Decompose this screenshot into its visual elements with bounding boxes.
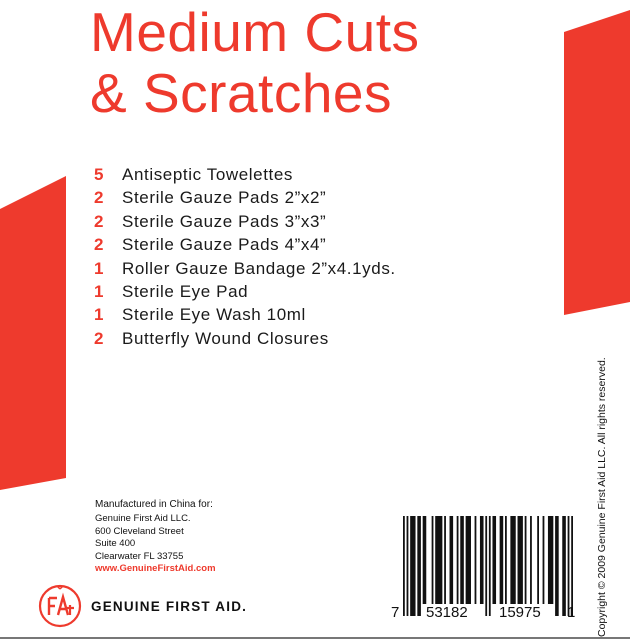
barcode-right-group: 15975 [499, 604, 541, 621]
item-quantity: 5 [94, 165, 105, 184]
list-item [94, 303, 396, 326]
barcode-bar [475, 516, 477, 604]
barcode-bar [543, 516, 545, 604]
website-link[interactable]: www.GenuineFirstAid.com [95, 563, 216, 575]
bottom-divider [0, 637, 630, 639]
item-quantity: 2 [94, 188, 105, 208]
barcode-left-group: 53182 [426, 604, 468, 621]
street-address: 600 Cleveland Street [95, 525, 184, 537]
item-quantity: 2 [94, 211, 105, 231]
barcode-bar [537, 516, 539, 604]
right-red-stripe [564, 10, 630, 315]
list-item [94, 163, 396, 186]
item-description: Sterile Gauze Pads 3”x3” [122, 211, 327, 231]
barcode-bar [432, 516, 434, 604]
city-address: Clearwater FL 33755 [95, 550, 184, 562]
barcode-bars [403, 516, 573, 616]
item-quantity: 1 [94, 258, 105, 278]
barcode-bar [457, 516, 459, 604]
item-description: Sterile Eye Pad [122, 281, 249, 301]
barcode-bar [505, 516, 507, 604]
barcode-bar [562, 516, 566, 616]
item-description: Antiseptic Towelettes [122, 165, 294, 184]
item-description: Butterfly Wound Closures [122, 328, 329, 348]
manufacturer-info [95, 499, 216, 575]
barcode-bar [466, 516, 471, 604]
title-line-1: Medium Cuts [90, 1, 420, 63]
kit-contents-list [94, 163, 396, 350]
product-title [90, 2, 419, 124]
item-description: Sterile Gauze Pads 4”x4” [122, 235, 327, 255]
barcode-bar [500, 516, 504, 604]
barcode-bar [444, 516, 446, 604]
barcode-bar [571, 516, 573, 616]
barcode-bar [510, 516, 515, 604]
left-red-stripe [0, 176, 66, 490]
brand-name: GENUINE FIRST AID. [91, 598, 248, 614]
barcode-bar [460, 516, 464, 604]
list-item [94, 280, 396, 303]
item-description: Sterile Gauze Pads 2”x2” [122, 188, 327, 208]
barcode-bar [423, 516, 427, 604]
barcode-bar [450, 516, 454, 604]
list-item [94, 186, 396, 209]
barcode-bar [525, 516, 527, 604]
copyright-notice: Copyright © 2009 Genuine First Aid LLC. All rights reserved. [596, 357, 608, 637]
suite-address: Suite 400 [95, 538, 136, 550]
manufacturer-heading: Manufactured in China for: [95, 499, 213, 510]
barcode-bar [435, 516, 442, 604]
item-description: Sterile Eye Wash 10ml [122, 305, 306, 325]
barcode-bar [417, 516, 421, 616]
item-quantity: 1 [94, 281, 105, 301]
item-quantity: 2 [94, 235, 105, 255]
barcode-bar [485, 516, 487, 616]
list-item [94, 233, 396, 256]
brand-block [37, 583, 247, 629]
list-item [94, 210, 396, 233]
barcode-bar [489, 516, 491, 616]
item-quantity: 2 [94, 328, 105, 348]
item-description: Roller Gauze Bandage 2”x4.1yds. [122, 258, 396, 278]
upc-barcode [391, 514, 576, 634]
barcode-bar [480, 516, 484, 604]
barcode-bar [548, 516, 553, 604]
barcode-bar [403, 516, 405, 616]
barcode-bar [492, 516, 496, 604]
list-item [94, 257, 396, 280]
barcode-bar [410, 516, 415, 616]
barcode-bar [530, 516, 532, 604]
item-quantity: 1 [94, 305, 105, 325]
barcode-bar [518, 516, 523, 604]
list-item [94, 327, 396, 350]
barcode-bar [568, 516, 570, 616]
barcode-bar [407, 516, 409, 616]
company-name: Genuine First Aid LLC. [95, 513, 191, 525]
barcode-lead-digit: 7 [391, 604, 400, 621]
barcode-check-digit: 1 [567, 604, 576, 621]
genuine-first-aid-logo-icon [37, 583, 83, 629]
title-line-2: & Scratches [90, 62, 393, 124]
barcode-bar [555, 516, 559, 616]
